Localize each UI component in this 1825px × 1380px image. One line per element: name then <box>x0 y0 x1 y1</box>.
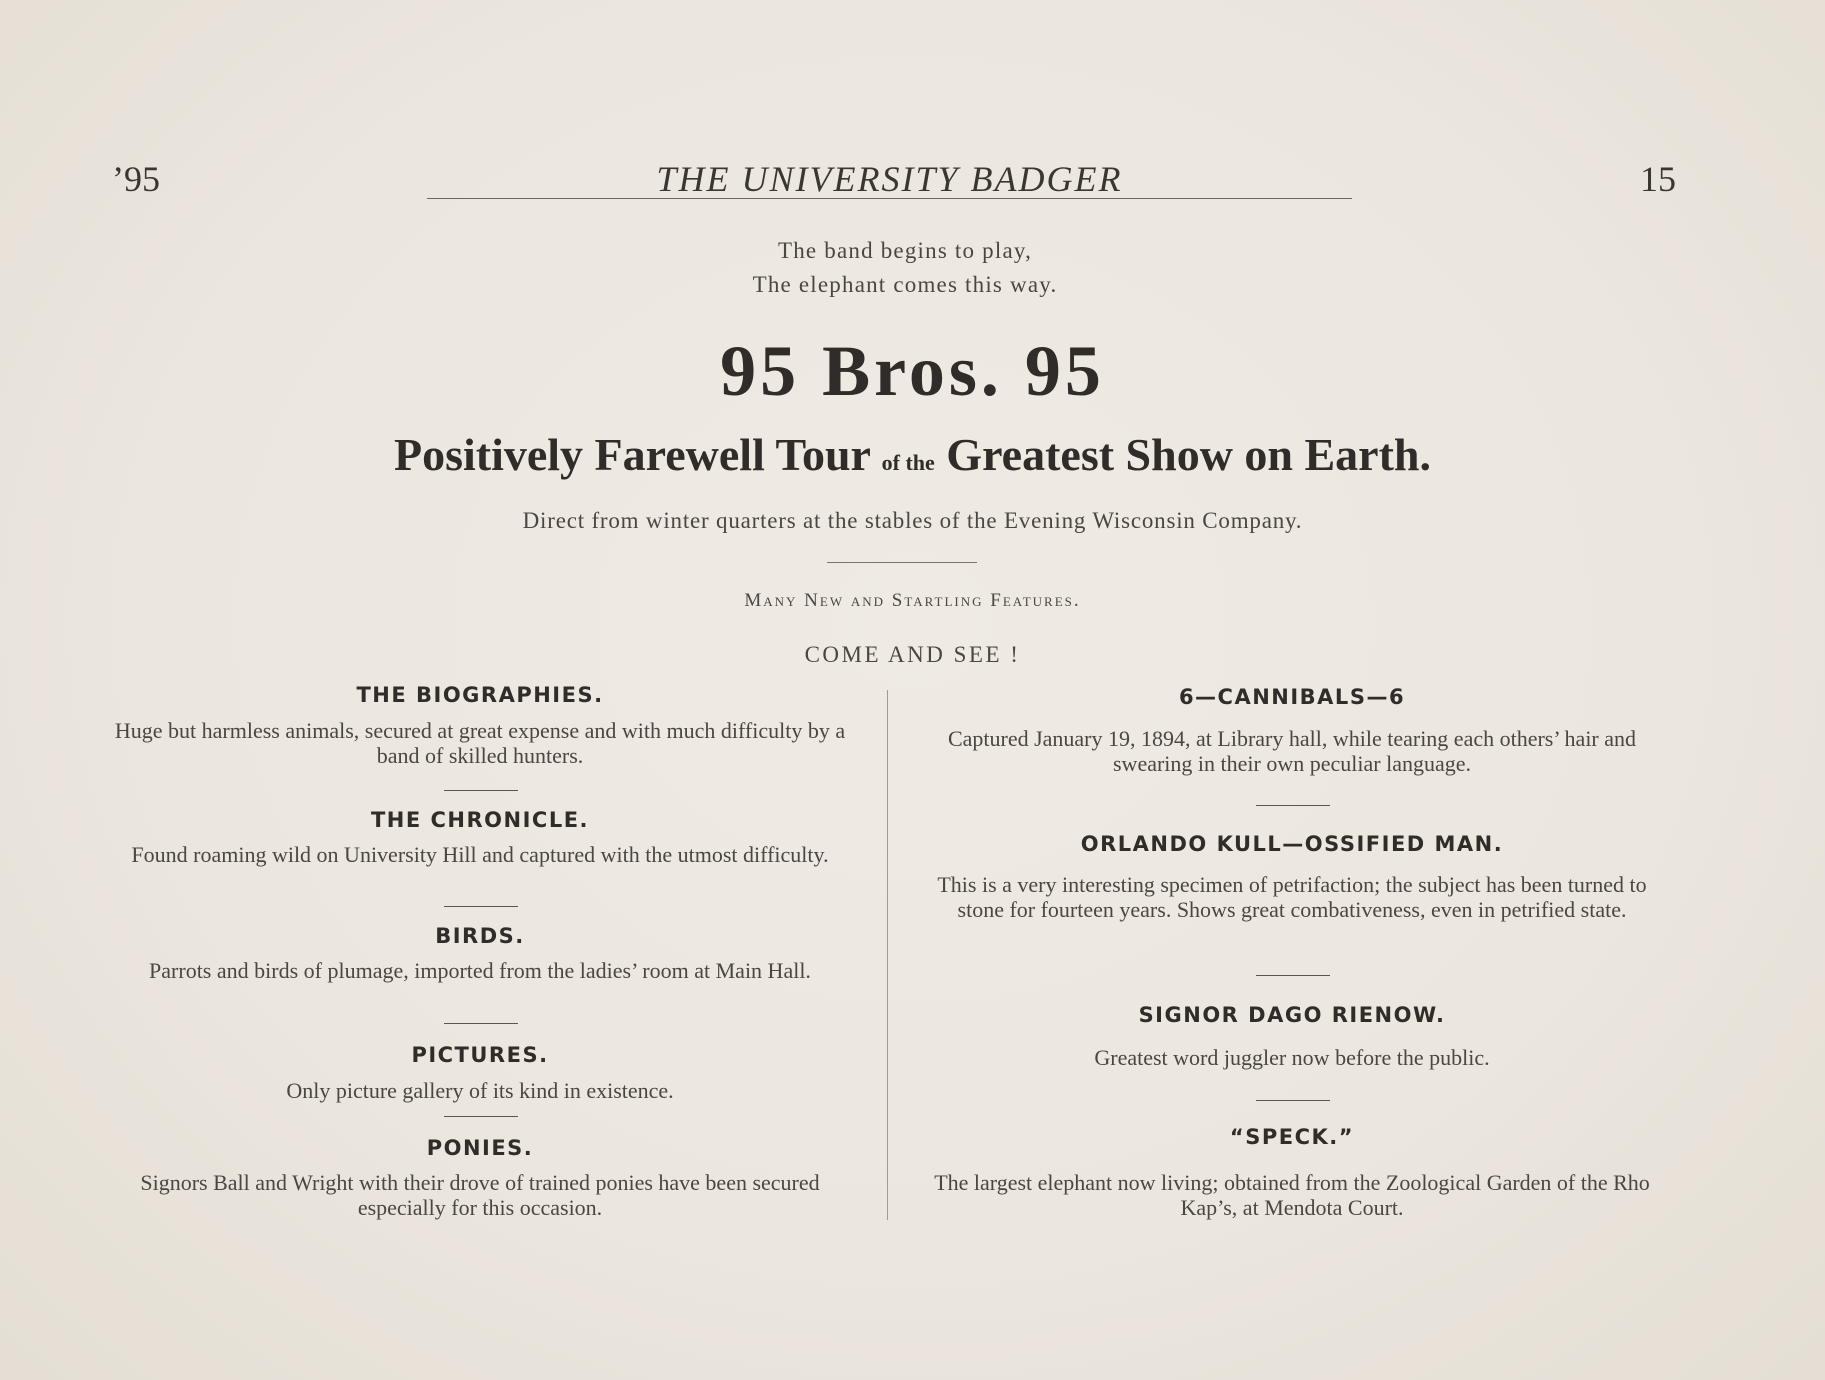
left-rule-2 <box>444 906 518 907</box>
left-heading-5: PONIES. <box>426 1136 534 1160</box>
tagline-part-1: Positively Farewell Tour <box>393 429 871 480</box>
headline-tagline <box>150 428 1675 481</box>
left-heading-2: THE CHRONICLE. <box>370 808 590 832</box>
header-title: THE UNIVERSITY BADGER <box>656 159 1123 199</box>
left-text-1: Huge but harmless animals, secured at great expense and with much difficulty by a band of skilled hunters. <box>114 718 846 768</box>
right-heading-3: SIGNOR DAGO RIENOW. <box>1138 1003 1446 1027</box>
header-year: ’95 <box>112 159 160 199</box>
features-line: Many New and Startling Features. <box>744 590 1081 611</box>
come-and-see: COME AND SEE ! <box>804 642 1021 667</box>
page-number: 15 <box>1640 159 1676 199</box>
right-heading-4: “SPECK.” <box>1229 1125 1355 1149</box>
right-rule-3 <box>1256 1100 1330 1101</box>
tagline-of-the: of the <box>881 450 935 475</box>
column-divider <box>887 690 888 1220</box>
right-text-1: Captured January 19, 1894, at Library hall, while tearing each others’ hair and swearing in their own peculiar language. <box>947 726 1637 776</box>
verse-line-1: The band begins to play, <box>777 238 1033 263</box>
left-rule-1 <box>444 790 518 791</box>
left-text-4: Only picture gallery of its kind in existence. <box>286 1078 674 1103</box>
direct-line: Direct from winter quarters at the stables of the Evening Wisconsin Company. <box>522 508 1303 533</box>
section-rule <box>827 562 977 563</box>
left-text-2: Found roaming wild on University Hill and captured with the utmost difficulty. <box>131 842 829 867</box>
right-text-2: This is a very interesting specimen of petrifaction; the subject has been turned to stone for fourteen years. Shows great combativeness, even in petrified state. <box>937 872 1647 922</box>
left-rule-4 <box>444 1116 518 1117</box>
right-heading-2: ORLANDO KULL—OSSIFIED MAN. <box>1080 832 1504 856</box>
left-text-5: Signors Ball and Wright with their drove of trained ponies have been secured especially for this occasion. <box>140 1170 820 1220</box>
left-heading-3: BIRDS. <box>435 924 525 948</box>
left-heading-4: PICTURES. <box>411 1043 549 1067</box>
verse-line-2: The elephant comes this way. <box>752 272 1058 297</box>
right-rule-2 <box>1256 975 1330 976</box>
tagline-part-2: Greatest Show on Earth. <box>946 429 1432 480</box>
left-rule-3 <box>444 1023 518 1024</box>
left-heading-1: THE BIOGRAPHIES. <box>356 683 604 707</box>
right-text-4: The largest elephant now living; obtained from the Zoological Garden of the Rho Kap’s, at Mendota Court. <box>934 1170 1650 1220</box>
headline-bros: 95 Bros. 95 <box>720 331 1105 411</box>
right-rule-1 <box>1256 805 1330 806</box>
right-heading-1: 6—CANNIBALS—6 <box>1178 685 1406 709</box>
right-text-3: Greatest word juggler now before the public. <box>1094 1045 1490 1070</box>
left-text-3: Parrots and birds of plumage, imported from the ladies’ room at Main Hall. <box>149 958 811 983</box>
header-rule <box>427 198 1352 199</box>
